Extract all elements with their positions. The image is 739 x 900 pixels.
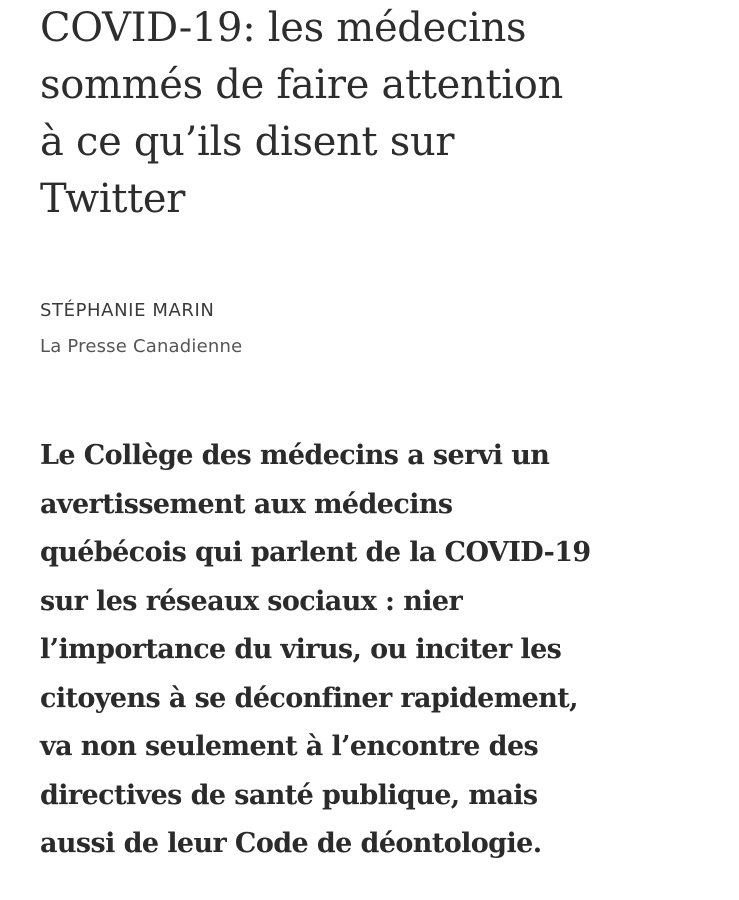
article-lead [40,432,730,869]
headline-line: Twitter [40,176,186,222]
lead-line: Le Collège des médecins a servi un [40,440,550,471]
lead-line: citoyens à se déconfiner rapidement, [40,682,578,714]
publication-source: La Presse Canadienne [40,336,243,357]
lead-line: québécois qui parlent de la COVID-19 [40,537,591,568]
byline [40,298,720,360]
headline-line: à ce qu’ils disent sur [40,119,455,165]
lead-line: sur les réseaux sociaux : nier [40,585,463,617]
headline-line: sommés de faire attention [40,62,563,108]
lead-line: aussi de leur Code de déontologie. [40,828,542,859]
lead-line: avertissement aux médecins [40,488,453,520]
lead-line: l’importance du virus, ou inciter les [40,634,562,665]
headline-line: COVID-19: les médecins [40,5,527,51]
lead-line: va non seulement à l’encontre des [40,731,539,762]
article-headline [40,0,720,228]
author-name: STÉPHANIE MARIN [40,300,215,321]
lead-line: directives de santé publique, mais [40,779,538,811]
